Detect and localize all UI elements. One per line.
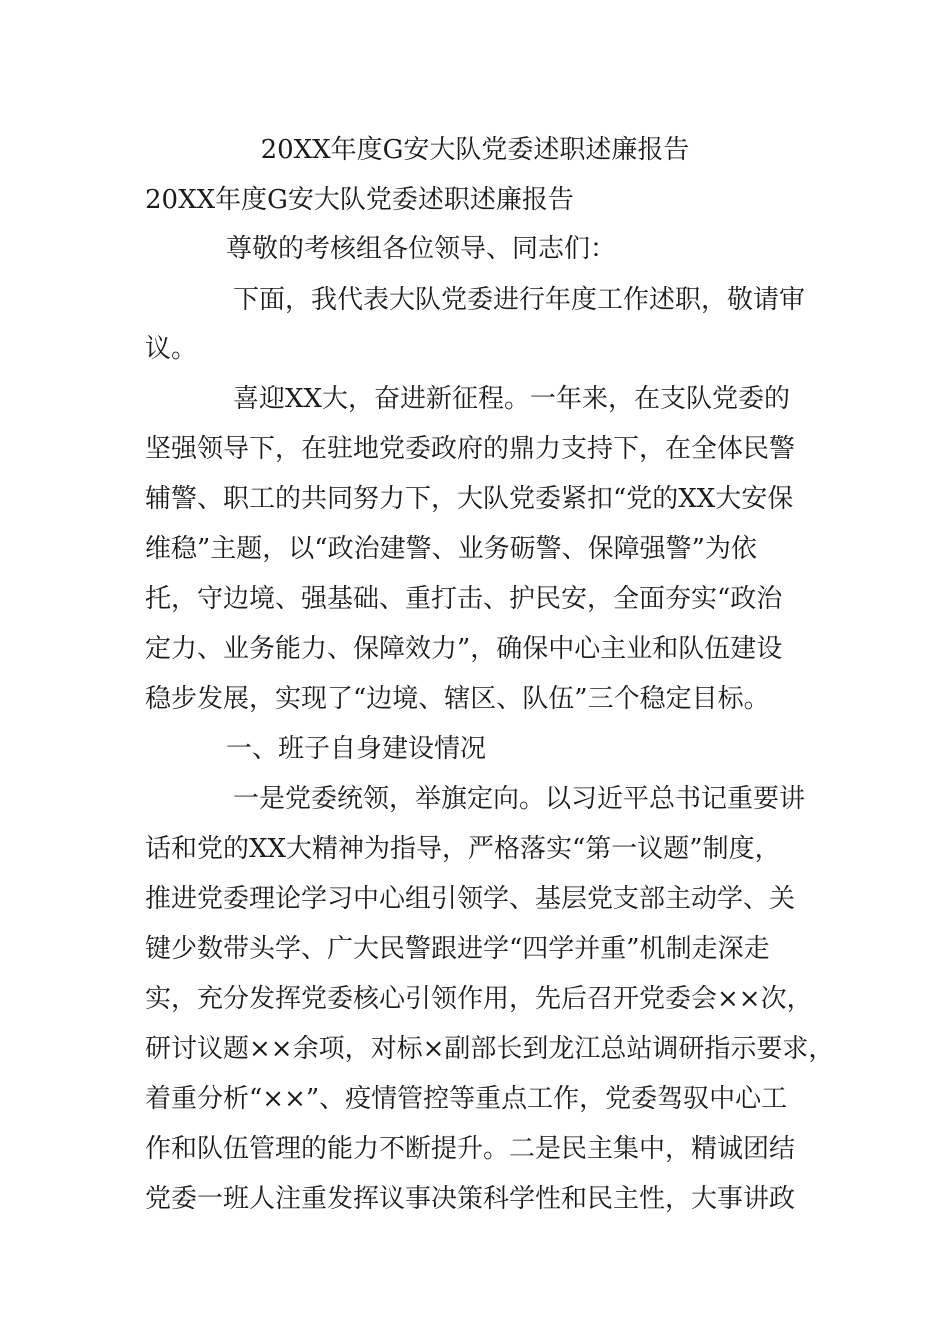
- section-heading: 一、班子自身建设情况: [226, 734, 487, 764]
- paragraph-line: 定力、业务能力、保障效力”，确保中心主业和队伍建设: [145, 634, 783, 664]
- salutation: 尊敬的考核组各位领导、同志们：: [226, 234, 617, 264]
- paragraph-line: 辅警、职工的共同努力下，大队党委紧扣“党的XX大安保: [145, 484, 794, 514]
- paragraph-line: 托，守边境、强基础、重打击、护民安，全面夯实“政治: [145, 584, 783, 614]
- paragraph-line: 稳步发展，实现了“边境、辖区、队伍”三个稳定目标。: [145, 684, 770, 714]
- paragraph-line: 话和党的XX大精神为指导，严格落实“第一议题”制度，: [145, 834, 781, 864]
- document-title-centered: 20XX年度G安大队党委述职述廉报告: [260, 135, 690, 165]
- paragraph-line: 作和队伍管理的能力不断提升。二是民主集中，精诚团结: [145, 1134, 796, 1164]
- paragraph-line: 一是党委统领，举旗定向。以习近平总书记重要讲: [233, 784, 806, 814]
- paragraph-line: 研讨议题××余项，对标×副部长到龙江总站调研指示要求，: [145, 1034, 835, 1064]
- document-title-left: 20XX年度G安大队党委述职述廉报告: [145, 185, 574, 215]
- paragraph-line: 推进党委理论学习中心组引领学、基层党支部主动学、关: [145, 884, 796, 914]
- paragraph-line: 下面，我代表大队党委进行年度工作述职，敬请审: [233, 285, 806, 315]
- paragraph-line: 实，充分发挥党委核心引领作用，先后召开党委会××次，: [145, 984, 813, 1014]
- paragraph-line: 喜迎XX大，奋进新征程。一年来，在支队党委的: [233, 384, 791, 414]
- paragraph-line: 党委一班人注重发挥议事决策科学性和民主性，大事讲政: [145, 1184, 796, 1214]
- paragraph-line: 键少数带头学、广大民警跟进学“四学并重”机制走深走: [145, 934, 770, 964]
- paragraph-line: 议。: [145, 334, 198, 364]
- paragraph-line: 着重分析“××”、疫情管控等重点工作，党委驾驭中心工: [145, 1084, 788, 1114]
- paragraph-line: 维稳”主题，以“政治建警、业务砺警、保障强警”为依: [145, 534, 757, 564]
- paragraph-line: 坚强领导下，在驻地党委政府的鼎力支持下，在全体民警: [145, 434, 796, 464]
